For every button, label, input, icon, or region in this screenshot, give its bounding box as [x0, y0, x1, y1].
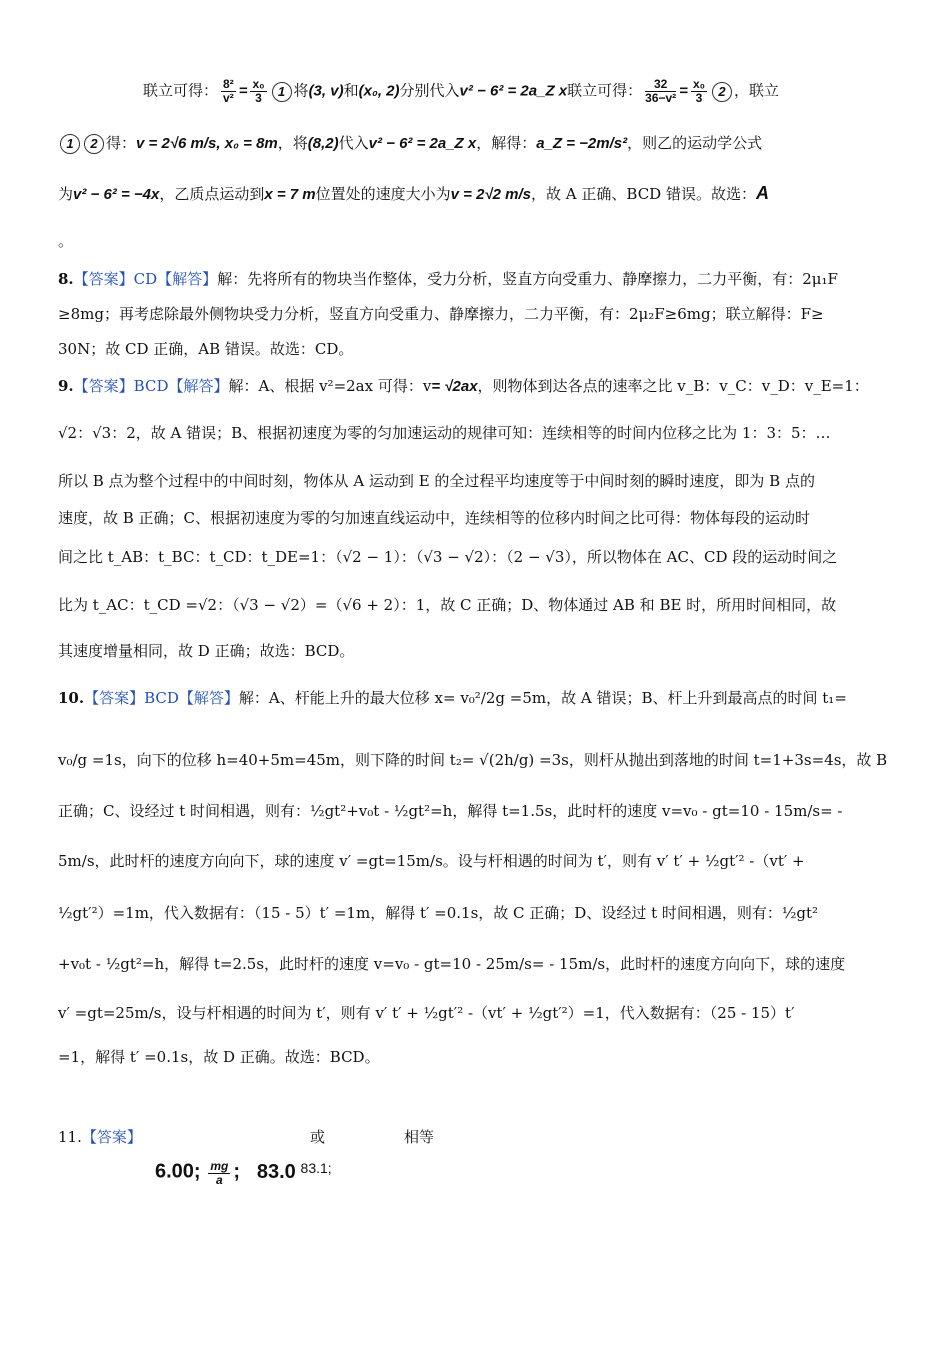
text: ，则乙的运动学公式	[627, 134, 763, 152]
p9-line-3	[58, 470, 894, 491]
text: ½gt′²）=1m，代入数据有：（15 - 5）t′ =1m，解得 t′ =0.1s，故 C 正确；D、设经过 t 时间相遇，则有：½gt²	[58, 904, 819, 922]
text: 得：	[106, 134, 137, 152]
fraction	[691, 78, 707, 105]
question-number: 10.	[58, 689, 85, 707]
math: =	[679, 82, 688, 100]
text: ;	[233, 1160, 241, 1183]
text: 间之比 t_AB：t_BC：t_CD：t_DE=1：（√2 − 1）：（√3 − √2）：（2 − √3），所以物体在 AC、CD 段的运动时间之	[58, 548, 838, 566]
text: 正确；C、设经过 t 时间相遇，则有：½gt²+v₀t - ½gt²=h，解得 t=1.5s，此时杆的速度 v=v₀ - gt=10 - 15m/s= -	[58, 802, 843, 820]
text: 解：先将所有的物块当作整体，受力分析，竖直方向受重力、静摩擦力，二力平衡，有：2μ₁F	[217, 270, 838, 288]
p9-line-5	[58, 546, 894, 567]
p8-line-1	[58, 268, 894, 289]
circled-number: 1	[272, 82, 292, 102]
text: 解：A、根据 v²=2ax 可得：v	[228, 377, 432, 395]
text: 和	[343, 81, 359, 100]
p10-line-2	[58, 749, 894, 770]
p7-line-3	[58, 183, 894, 204]
p9-line-2	[58, 422, 894, 443]
math: a_Z = −2m/s²	[536, 135, 628, 152]
text: ，联立	[734, 81, 780, 100]
p7-line-4	[58, 230, 894, 251]
text: =1，解得 t′ =0.1s，故 D 正确。故选：BCD。	[58, 1048, 380, 1066]
text: 相等	[404, 1128, 435, 1146]
math: (x₀, 2)	[358, 82, 400, 100]
text: 解：A、杆能上升的最大位移 x= v₀²/2g =5m，故 A 错误；B、杆上升到最高点的时间 t₁=	[238, 689, 847, 707]
p11-line-2	[155, 1160, 555, 1187]
text: 联立可得：	[143, 81, 219, 100]
answer-tag: 【答案】	[81, 1128, 142, 1146]
text: ，乙质点运动到	[159, 185, 265, 203]
text: 为	[58, 185, 74, 203]
p10-line-6	[58, 953, 894, 974]
p10-line-3	[58, 800, 894, 821]
text: +v₀t - ½gt²=h，解得 t=2.5s，此时杆的速度 v=v₀ - gt=10 - 25m/s= - 15m/s，此时杆的速度方向向下，球的速度	[58, 955, 846, 973]
math: v² − 6² = −4x	[73, 186, 160, 203]
answer-tag: 【答案】BCD【解答】	[84, 689, 239, 707]
p7-line-1	[143, 78, 888, 105]
text: ≥8mg；再考虑除最外侧物块受力分析，竖直方向受重力、静摩擦力，二力平衡，有：2μ₂F≥6mg；联立解得：F≥	[58, 305, 824, 323]
fraction	[208, 1160, 230, 1187]
text: 分别代入	[399, 81, 460, 100]
p10-line-8	[58, 1046, 894, 1067]
text: 5m/s，此时杆的速度方向向下，球的速度 v′ =gt=15m/s。设与杆相遇的时间为 t′，则有 v′ t′ + ½gt′² -（vt′ +	[58, 852, 805, 870]
math: v² − 6² = 2a_Z x	[368, 135, 477, 152]
math: = √2ax	[431, 378, 478, 395]
p9-line-7	[58, 640, 894, 661]
fraction	[250, 78, 266, 105]
text: 将	[293, 81, 309, 100]
p7-line-2	[58, 132, 894, 154]
numerator: mg	[210, 1160, 229, 1173]
text: ，故 A 正确、BCD 错误。故选：	[531, 185, 756, 203]
text: √2：√3：2，故 A 错误；B、根据初速度为零的匀加速运动的规律可知：连续相等的时间内位移之比为 1：3：5：…	[58, 424, 831, 442]
circled-number: 1	[60, 134, 80, 154]
denominator: 3	[255, 91, 262, 105]
numerator: 8²	[223, 78, 234, 91]
text: 其速度增量相同，故 D 正确；故选：BCD。	[58, 642, 355, 660]
text: 比为 t_AC：t_CD =√2：（√3 − √2）=（√6 + 2）：1，故 C 正确；D、物体通过 AB 和 BE 时，所用时间相同，故	[58, 596, 837, 614]
text: ，将	[277, 134, 308, 152]
math: v = 2√6 m/s, x₀ = 8m	[136, 135, 278, 152]
fraction	[221, 78, 236, 105]
math: v = 2√2 m/s	[450, 186, 532, 203]
answer-value: 6.00;	[155, 1160, 201, 1183]
text: 所以 B 点为整个过程中的中间时刻，物体从 A 运动到 E 的全过程平均速度等于中间时刻的瞬时速度，即为 B 点的	[58, 472, 815, 490]
circled-number: 2	[84, 134, 104, 154]
math: v² − 6² = 2a_Z x	[459, 82, 568, 100]
p10-line-7	[58, 1002, 894, 1023]
question-number: 9.	[58, 377, 74, 395]
p9-line-6	[58, 594, 894, 615]
math: x = 7 m	[264, 186, 316, 203]
text: 30N；故 CD 正确，AB 错误。故选：CD。	[58, 340, 354, 358]
text: v′ =gt=25m/s，设与杆相遇的时间为 t′，则有 v′ t′ + ½gt′² -（vt′ + ½gt′²）=1，代入数据有：（25 - 15）t′	[58, 1004, 795, 1022]
p9-line-1	[58, 375, 894, 396]
answer: A	[755, 183, 769, 203]
answer-tag: 【答案】BCD【解答】	[73, 377, 229, 395]
text: 代入	[338, 134, 369, 152]
numerator: x₀	[252, 78, 265, 91]
p8-line-3	[58, 338, 894, 359]
text: ，则物体到达各点的速率之比 v_B：v_C：v_D：v_E=1：	[477, 377, 869, 395]
answer-tag: 【答案】CD【解答】	[73, 270, 218, 288]
denominator: 3	[695, 91, 703, 105]
denominator: v²	[223, 91, 234, 105]
text: 联立可得：	[567, 81, 643, 100]
p10-line-4	[58, 850, 894, 871]
text: 或	[310, 1128, 326, 1146]
text: v₀/g =1s，向下的位移 h=40+5m=45m，则下降的时间 t₂= √(2h/g) =3s，则杆从抛出到落地的时间 t=1+3s=4s，故 B	[58, 751, 888, 769]
numerator: x₀	[692, 78, 706, 91]
math: (3, v)	[308, 82, 344, 100]
denominator: a	[216, 1173, 223, 1187]
math: =	[238, 82, 248, 100]
text: 。	[58, 232, 74, 250]
question-number: 11.	[58, 1128, 82, 1146]
math: (8,2)	[307, 135, 339, 152]
p10-line-1	[58, 687, 894, 708]
answer-value: 83.0	[256, 1160, 296, 1183]
p10-line-5	[58, 902, 894, 923]
circled-number: 2	[712, 82, 732, 102]
p9-line-4	[58, 507, 894, 528]
text: 位置处的速度大小为	[315, 185, 451, 203]
numerator: 32	[645, 78, 676, 92]
answer-value: 83.1;	[300, 1160, 332, 1176]
p8-line-2	[58, 303, 894, 324]
denominator: 36−v²	[645, 91, 677, 105]
text: ，解得：	[476, 134, 537, 152]
fraction	[645, 78, 676, 105]
question-number: 8.	[58, 270, 74, 288]
p11-line-1	[58, 1126, 894, 1147]
text: 速度，故 B 正确；C、根据初速度为零的匀加速直线运动中，连续相等的位移内时间之比可得：物体每段的运动时	[58, 509, 811, 527]
